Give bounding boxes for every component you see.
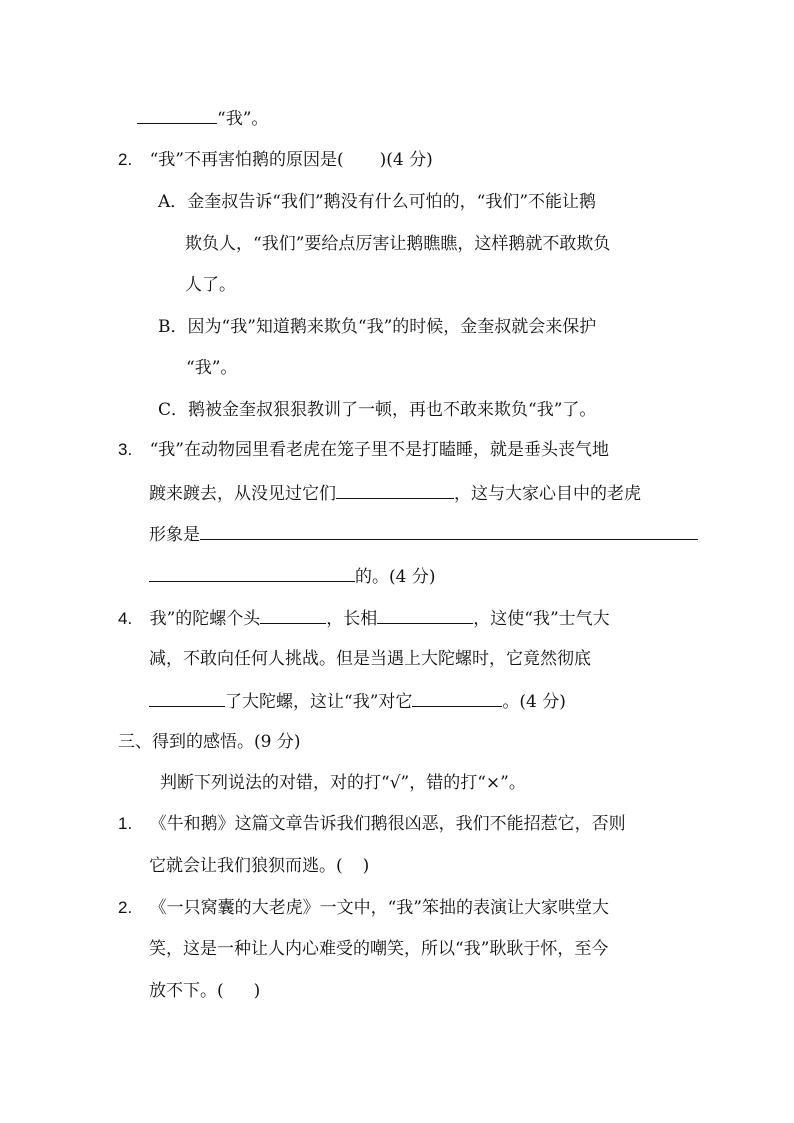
option-text: 因为“我”知道鹅来欺负“我”的时候，金奎叔就会来保护 <box>187 317 597 337</box>
option-label: C． <box>158 400 189 420</box>
question-3 <box>118 438 609 462</box>
section-3-instruction <box>160 771 526 795</box>
question-score: 。(4 分) <box>502 692 566 712</box>
question-number: 1. <box>118 814 133 833</box>
option-b-line2 <box>186 356 237 380</box>
answer-blank[interactable] <box>149 689 225 707</box>
question-text: 我”的陀螺个头 <box>149 609 261 629</box>
judge-item-2 <box>118 896 609 920</box>
section-3-title <box>118 730 300 754</box>
judge-item-2-line2 <box>149 937 608 961</box>
question-number: 2. <box>118 150 133 169</box>
question-text: ，这使“我”士气大 <box>473 609 610 629</box>
judge-item-2-line3 <box>149 979 260 1003</box>
question-3-line3 <box>149 522 698 547</box>
question-text: ，长相 <box>326 609 378 629</box>
question-text: 踱来踱去，从没见过它们 <box>149 484 336 504</box>
option-text: 鹅被金奎叔狠狠教训了一顿，再也不敢来欺负“我”了。 <box>188 400 597 420</box>
question-text: 《牛和鹅》这篇文章告诉我们鹅很凶恶，我们不能招惹它，否则 <box>149 814 626 834</box>
question-text: 减，不敢向任何人挑战。但是当遇上大陀螺时，它竟然彻底 <box>149 649 591 669</box>
judge-item-1-line2 <box>149 854 369 878</box>
answer-blank[interactable] <box>377 606 473 624</box>
option-text: 金奎叔告诉“我们”鹅没有什么可怕的，“我们”不能让鹅 <box>187 192 597 212</box>
question-stem: “我”不再害怕鹅的原因是( <box>149 150 344 170</box>
option-c[interactable] <box>158 398 596 422</box>
question-text: “我”在动物园里看老虎在笼子里不是打瞌睡，就是垂头丧气地 <box>149 440 609 460</box>
question-text: ，这与大家心目中的老虎 <box>454 484 641 504</box>
question-text: 它就会让我们狼狈而逃。( <box>149 856 343 876</box>
question-3-line2 <box>149 481 641 506</box>
question-number: 2. <box>118 898 133 917</box>
question-score: )(4 分) <box>379 150 433 170</box>
question-number: 3. <box>118 440 133 459</box>
answer-blank[interactable] <box>336 481 454 499</box>
question-text: ) <box>362 856 370 876</box>
question-2 <box>118 148 433 172</box>
question-score: 的。(4 分) <box>355 567 436 587</box>
question-text: 了大陀螺，这让“我”对它 <box>225 692 413 712</box>
option-text: “我”。 <box>186 358 238 378</box>
question-text: 《一只窝囊的大老虎》一文中，“我”笨拙的表演让大家哄堂大 <box>149 898 609 918</box>
option-text: 人了。 <box>185 275 236 295</box>
continuation-text: “我”。 <box>217 109 269 129</box>
section-title: 三、得到的感悟。(9 分) <box>118 732 301 752</box>
judge-item-1 <box>118 812 626 836</box>
answer-blank[interactable] <box>260 606 326 624</box>
option-a-line2 <box>185 232 610 256</box>
question-text: 笑，这是一种让人内心难受的嘲笑，所以“我”耿耿于怀，至今 <box>149 939 609 959</box>
option-a-line3 <box>185 273 236 297</box>
question-text: 形象是 <box>149 525 200 545</box>
answer-blank[interactable] <box>412 689 502 707</box>
question-4-line2 <box>149 647 591 671</box>
question-text: ) <box>253 981 261 1001</box>
question-4 <box>118 606 610 631</box>
answer-blank[interactable] <box>149 564 355 582</box>
option-label: B． <box>158 317 188 337</box>
option-text: 欺负人，“我们”要给点厉害让鹅瞧瞧，这样鹅就不敢欺负 <box>185 234 611 254</box>
answer-blank[interactable] <box>137 106 217 124</box>
question-3-line4 <box>149 564 435 589</box>
option-a[interactable] <box>158 190 596 214</box>
continuation-line <box>137 106 268 131</box>
answer-blank[interactable] <box>200 522 698 540</box>
option-b[interactable] <box>158 315 596 339</box>
question-text: 放不下。( <box>149 981 224 1001</box>
instruction-text: 判断下列说法的对错，对的打“√”，错的打“×”。 <box>160 773 526 793</box>
question-number: 4. <box>118 609 133 628</box>
option-label: A． <box>158 192 188 212</box>
question-4-line3 <box>149 689 566 714</box>
